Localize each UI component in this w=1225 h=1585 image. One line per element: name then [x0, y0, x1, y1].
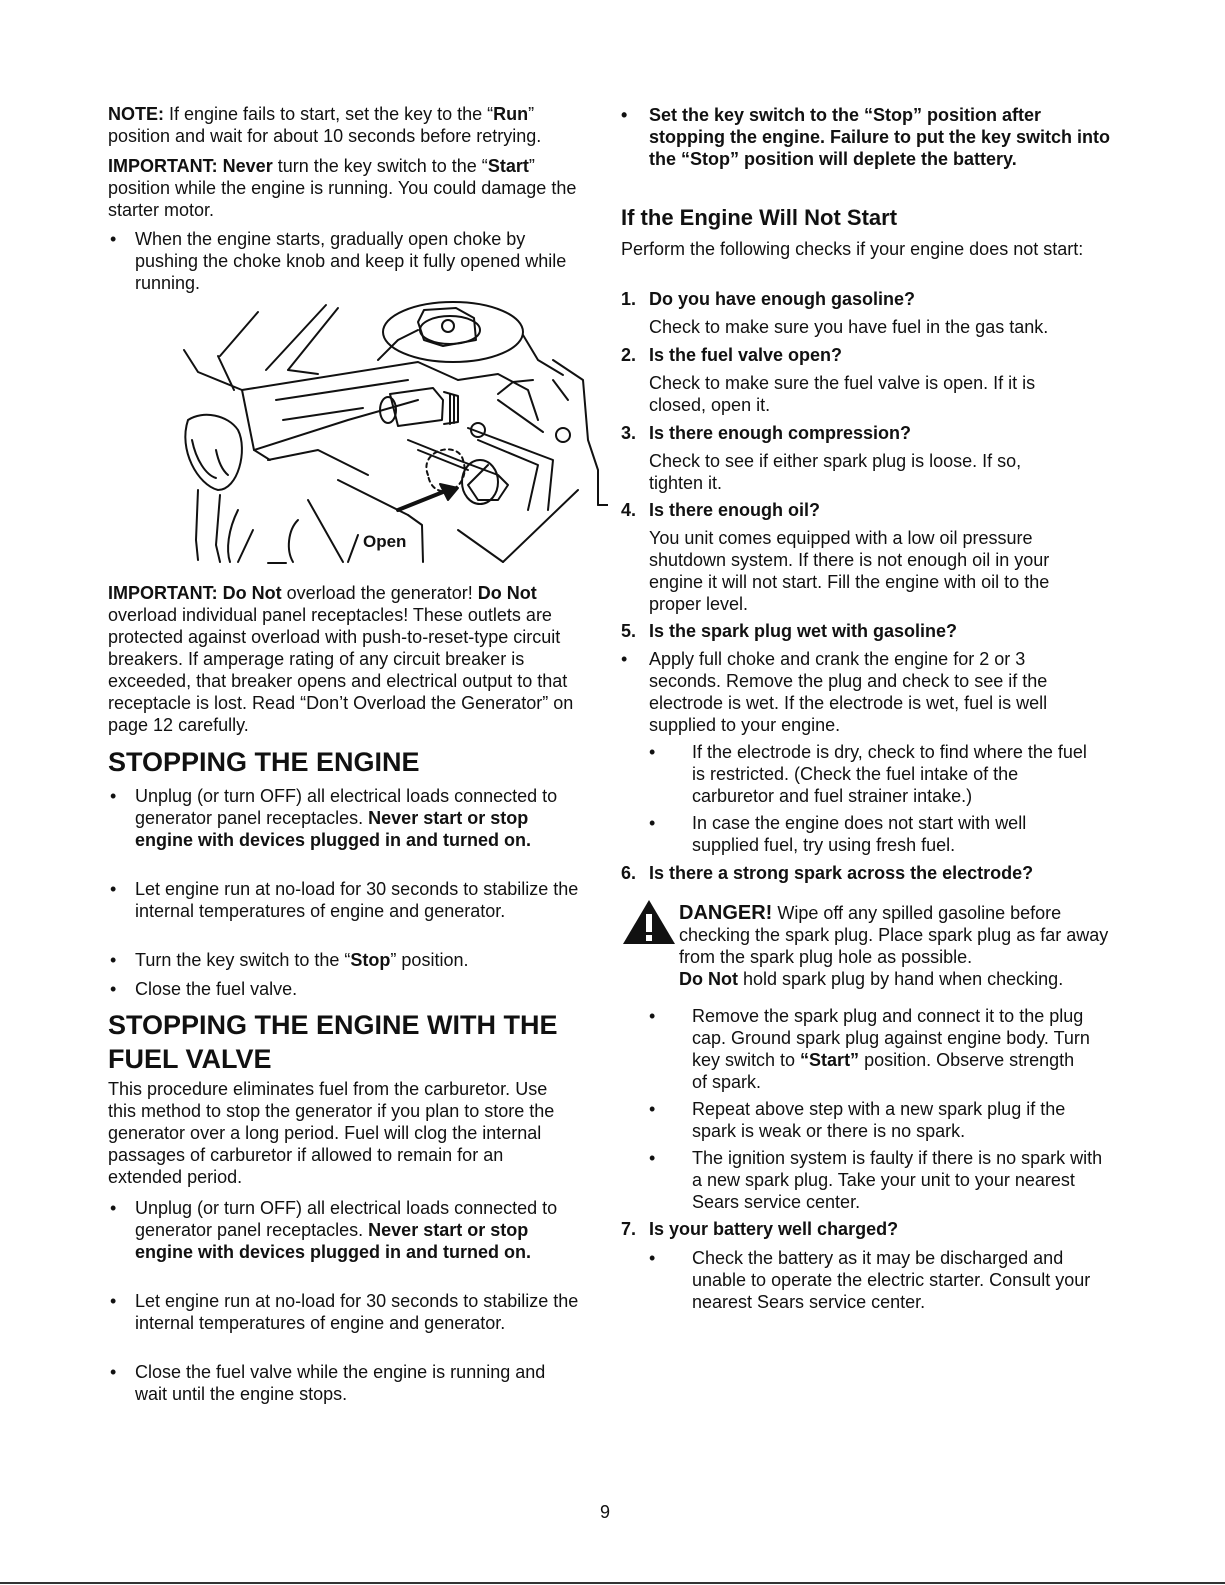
bullet-marker: • [110, 229, 117, 249]
bullet-marker: • [621, 105, 628, 125]
note-paragraph: NOTE: If engine fails to start, set the key to the “Run” position and wait for about 10 seconds before retrying. [108, 104, 542, 146]
stop-bullet-fuel: Close the fuel valve. [135, 979, 298, 999]
bullet-marker: • [649, 1099, 656, 1119]
important-overload-paragraph: IMPORTANT: Do Not overload the generator! Do Not overload individual panel receptacles! These outlets are protected against overload with push-to-reset-type circuit breakers. If amperage rating of any circuit breaker is exceeded, that breaker opens and electrical output to that receptacle is lost. Read “Don’t Overload the Generator” on page 12 carefully. [108, 583, 574, 735]
choke-bullet: When the engine starts, gradually open choke by pushing the choke knob and keep it fully opened while running. [135, 229, 567, 293]
check-question: Is there a strong spark across the electrode? [649, 863, 1034, 883]
bullet-marker: • [649, 1248, 656, 1268]
check6-sub-bullet: The ignition system is faulty if there is no spark with a new spark plug. Take your unit to your nearest Sears service center. [692, 1148, 1103, 1212]
bullet-marker: • [621, 649, 628, 669]
heading-engine-will-not-start: If the Engine Will Not Start [621, 205, 898, 230]
check-answer: Check to make sure the fuel valve is open. If it is closed, open it. [649, 373, 1036, 415]
check-number: 6. [621, 863, 637, 883]
heading-stopping-engine: STOPPING THE ENGINE [108, 747, 420, 777]
check7-sub-bullet: Check the battery as it may be discharged and unable to operate the electric starter. Consult your nearest Sears service center. [692, 1248, 1091, 1312]
bullet-marker: • [110, 950, 117, 970]
bullet-marker: • [649, 1006, 656, 1026]
check-number: 2. [621, 345, 637, 365]
choke-knob-figure [158, 300, 608, 585]
bullet-marker: • [110, 1198, 117, 1218]
check-question: Is the spark plug wet with gasoline? [649, 621, 958, 641]
danger-warning-icon [621, 898, 677, 946]
check5-bullet: Apply full choke and crank the engine for 2 or 3 seconds. Remove the plug and check to see if the electrode is wet. If the electrode is wet, fuel is well supplied to your engine. [649, 649, 1048, 735]
check-number: 3. [621, 423, 637, 443]
page-bottom-rule [0, 1582, 1225, 1584]
check-question: Is there enough oil? [649, 500, 821, 520]
bullet-marker: • [649, 813, 656, 833]
check-answer: Check to see if either spark plug is loose. If so, tighten it. [649, 451, 1022, 493]
bullet-marker: • [649, 742, 656, 762]
check6-sub-bullet: Repeat above step with a new spark plug if the spark is weak or there is no spark. [692, 1099, 1066, 1141]
important-start-paragraph: IMPORTANT: Never turn the key switch to the “Start” position while the engine is running. You could damage the starter motor. [108, 156, 577, 220]
stop-bullet-unplug: Unplug (or turn OFF) all electrical loads connected to generator panel receptacles. Never start or stop engine with devices plugged in and turned on. [135, 786, 558, 850]
check-question: Is there enough compression? [649, 423, 912, 443]
fuel-intro-paragraph: This procedure eliminates fuel from the carburetor. Use this method to stop the generator if you plan to store the generator over a long period. Fuel will clog the internal passages of carburetor if allowed to remain for an extended period. [108, 1079, 555, 1187]
check-number: 7. [621, 1219, 637, 1239]
check-question: Do you have enough gasoline? [649, 289, 916, 309]
stop-bullet-noload: Let engine run at no-load for 30 seconds to stabilize the internal temperatures of engine and generator. [135, 879, 579, 921]
check-number: 5. [621, 621, 637, 641]
check-number: 4. [621, 500, 637, 520]
bullet-marker: • [110, 1362, 117, 1382]
check-answer: You unit comes equipped with a low oil pressure shutdown system. If there is not enough oil in your engine it will not start. Fill the engine with oil to the proper level. [649, 528, 1050, 614]
check6-sub-bullet: Remove the spark plug and connect it to the plug cap. Ground spark plug against engine body. Turn key switch to “Start” position. Observe strength of spark. [692, 1006, 1090, 1092]
bullet-marker: • [649, 1148, 656, 1168]
check5-sub-bullet: In case the engine does not start with well supplied fuel, try using fresh fuel. [692, 813, 1027, 855]
fuel-bullet-close: Close the fuel valve while the engine is running and wait until the engine stops. [135, 1362, 546, 1404]
key-stop-bullet: Set the key switch to the “Stop” position after stopping the engine. Failure to put the key switch into the “Stop” position will deplete the battery. [649, 105, 1111, 169]
fuel-bullet-unplug: Unplug (or turn OFF) all electrical loads connected to generator panel receptacles. Never start or stop engine with devices plugged in and turned on. [135, 1198, 558, 1262]
fuel-bullet-noload: Let engine run at no-load for 30 seconds to stabilize the internal temperatures of engine and generator. [135, 1291, 579, 1333]
figure-open-label: Open [363, 532, 407, 551]
stop-bullet-key: Turn the key switch to the “Stop” position. [135, 950, 469, 970]
check-question: Is the fuel valve open? [649, 345, 843, 365]
heading-stopping-fuel-valve: STOPPING THE ENGINE WITH THE FUEL VALVE [108, 1010, 558, 1074]
bullet-marker: • [110, 786, 117, 806]
check-number: 1. [621, 289, 637, 309]
bullet-marker: • [110, 1291, 117, 1311]
check5-sub-bullet: If the electrode is dry, check to find where the fuel is restricted. (Check the fuel intake of the carburetor and fuel strainer intake.) [692, 742, 1087, 806]
bullet-marker: • [110, 879, 117, 899]
page-number: 9 [600, 1502, 611, 1522]
checks-intro: Perform the following checks if your engine does not start: [621, 239, 1084, 259]
check-question: Is your battery well charged? [649, 1219, 899, 1239]
danger-paragraph: DANGER! Wipe off any spilled gasoline before checking the spark plug. Place spark plug as far away from the spark plug hole as possible. Do Not hold spark plug by hand when checking. [679, 902, 1109, 989]
bullet-marker: • [110, 979, 117, 999]
check-answer: Check to make sure you have fuel in the gas tank. [649, 317, 1049, 337]
